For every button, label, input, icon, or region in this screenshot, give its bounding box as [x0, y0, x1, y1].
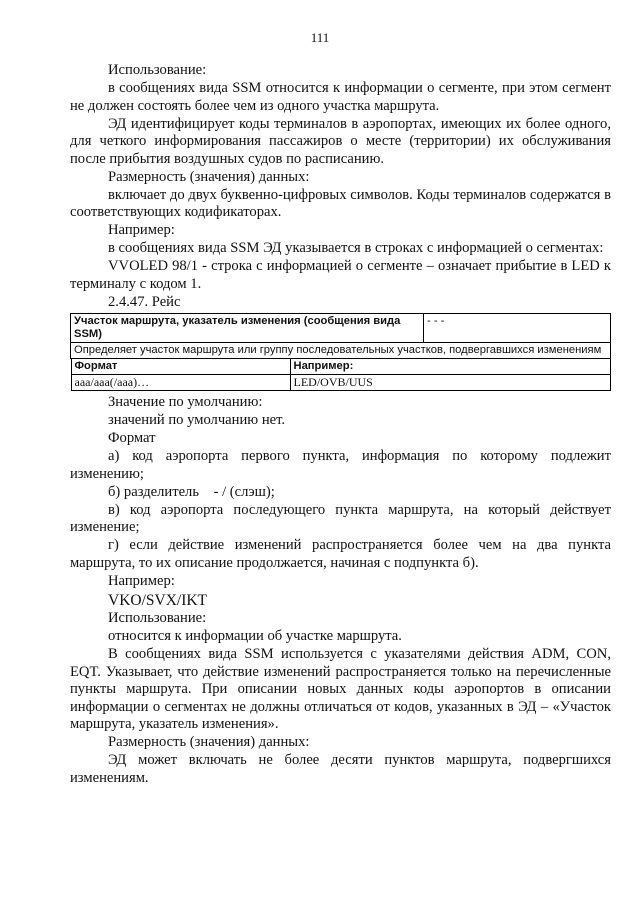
format-label: Формат [108, 430, 156, 446]
usage-label-2: Использование: [108, 610, 207, 626]
size-label: Размерность (значения) данных: [108, 168, 310, 185]
example-label-2: Например: [108, 572, 175, 589]
format-item-c: в) код аэропорта последующего пункта маршрута, на который действует изменение; [70, 501, 611, 535]
example-header: Например: [290, 359, 610, 375]
format-header: Формат [71, 359, 290, 375]
ssm-text: В сообщениях вида SSM используется с указателями действия ADM, CON, EQT. Указывает, что действие изменений распространяется только на перечисленные пункты маршрута. При описании новых данных коды аэропортов в описании информации о сегментах не должны отличаться от кодов, указанных в ЭД – «Участок маршрута, указатель изменения». [70, 646, 611, 732]
spec-code: - - - [424, 314, 611, 343]
size-text-2: ЭД может включать не более десяти пунктов маршрута, подвергшихся изменениям. [70, 752, 611, 786]
page-number: 111 [310, 30, 330, 45]
example-code-2: VKO/SVX/IKT [108, 591, 208, 609]
size-text: включает до двух буквенно-цифровых символов. Коды терминалов содержатся в соответствующих кодификаторах. [70, 186, 611, 220]
default-label: Значение по умолчанию: [108, 394, 263, 410]
example-label: Например: [108, 222, 175, 238]
spec-description: Определяет участок маршрута или группу последовательных участков, подвергавшихся изменениям [71, 343, 611, 359]
example-text: в сообщениях вида SSM ЭД указывается в строках с информацией о сегментах: [108, 240, 604, 256]
section-heading: 2.4.47. Рейс [108, 293, 181, 310]
size-label-2: Размерность (значения) данных: [108, 734, 310, 750]
usage-text: в сообщениях вида SSM относится к информации о сегменте, при этом сегмент не должен состоять более чем из одного участка маршрута. [70, 80, 611, 114]
format-value: aaa/aaa(/aaa)… [71, 375, 290, 391]
default-text: значений по умолчанию нет. [108, 412, 286, 428]
page-content [70, 62, 611, 788]
ed-description: ЭД идентифицирует коды терминалов в аэропортах, имеющих их более одного, для четкого информирования пассажиров о месте (территории) их обслуживания после прибытия воздушных судов по расписанию. [70, 115, 611, 167]
example-value: LED/OVB/UUS [290, 375, 610, 391]
format-item-a: а) код аэропорта первого пункта, информация по которому подлежит изменению; [70, 448, 611, 482]
usage-label: Использование: [108, 62, 207, 78]
usage-text-2: относится к информации об участке маршрута. [108, 628, 402, 644]
example-code: VVOLED 98/1 - строка с информацией о сегменте – означает прибытие в LED к терминалу с кодом 1. [70, 258, 611, 292]
spec-title: Участок маршрута, указатель изменения (сообщения вида SSM) [71, 314, 424, 343]
spec-table [70, 313, 611, 391]
format-item-b: б) разделитель - / (слэш); [108, 483, 275, 500]
spec-format-table [71, 359, 611, 391]
format-item-d: г) если действие изменений распространяется более чем на два пункта маршрута, то их описание продолжается, начиная с подпункта б). [70, 537, 611, 571]
